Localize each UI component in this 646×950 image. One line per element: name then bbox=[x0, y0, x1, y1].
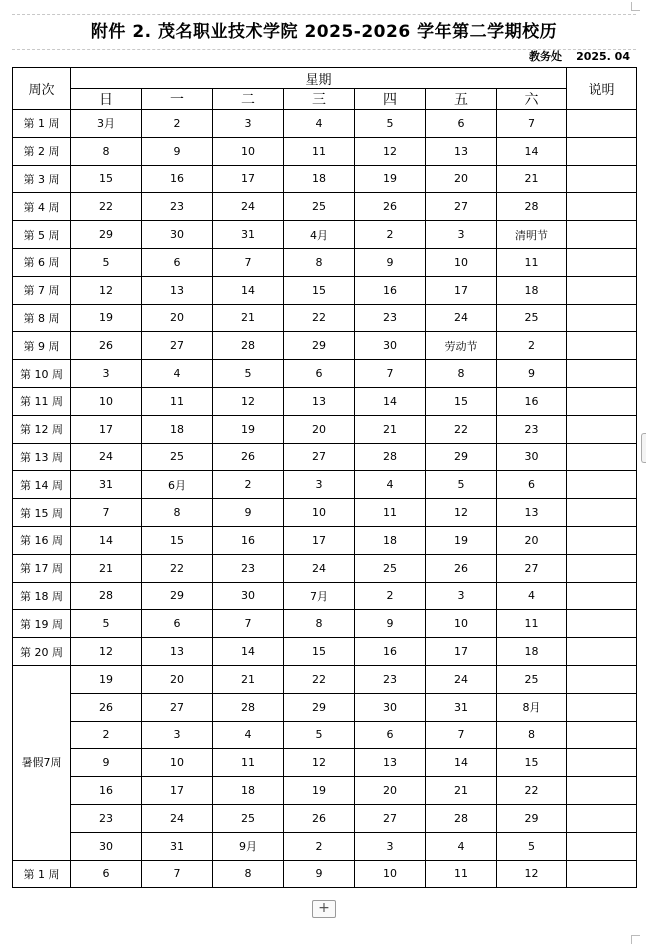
date-cell: 6 bbox=[426, 110, 497, 138]
note-cell[interactable] bbox=[567, 749, 637, 777]
date-cell: 11 bbox=[213, 749, 284, 777]
date-cell: 20 bbox=[142, 304, 213, 332]
date-cell: 18 bbox=[497, 276, 567, 304]
date-cell: 3 bbox=[71, 360, 142, 388]
date-cell: 10 bbox=[284, 499, 355, 527]
date-cell: 8 bbox=[284, 610, 355, 638]
date-cell: 25 bbox=[284, 193, 355, 221]
date-cell: 30 bbox=[355, 693, 426, 721]
table-row bbox=[13, 276, 637, 304]
note-cell[interactable] bbox=[567, 721, 637, 749]
note-cell[interactable] bbox=[567, 804, 637, 832]
date-cell: 31 bbox=[142, 832, 213, 860]
week-label: 第 7 周 bbox=[13, 276, 71, 304]
header-week: 周次 bbox=[13, 68, 71, 110]
date-cell: 7 bbox=[426, 721, 497, 749]
date-cell: 26 bbox=[284, 804, 355, 832]
date-cell: 4 bbox=[355, 471, 426, 499]
date-cell: 3月 bbox=[71, 110, 142, 138]
note-cell[interactable] bbox=[567, 387, 637, 415]
date-cell: 27 bbox=[142, 332, 213, 360]
date-cell: 16 bbox=[355, 276, 426, 304]
date-cell: 16 bbox=[355, 638, 426, 666]
date-cell: 29 bbox=[284, 693, 355, 721]
table-row bbox=[13, 721, 637, 749]
table-row bbox=[13, 221, 637, 249]
date-cell: 24 bbox=[426, 665, 497, 693]
date-cell: 22 bbox=[497, 777, 567, 805]
week-label: 第 18 周 bbox=[13, 582, 71, 610]
date-cell: 11 bbox=[497, 610, 567, 638]
date-cell: 22 bbox=[71, 193, 142, 221]
week-label: 第 10 周 bbox=[13, 360, 71, 388]
week-label: 第 14 周 bbox=[13, 471, 71, 499]
table-row bbox=[13, 110, 637, 138]
date-cell: 6月 bbox=[142, 471, 213, 499]
week-label: 第 5 周 bbox=[13, 221, 71, 249]
date-cell: 25 bbox=[497, 665, 567, 693]
note-cell[interactable] bbox=[567, 554, 637, 582]
date-cell: 3 bbox=[426, 221, 497, 249]
date-cell: 12 bbox=[426, 499, 497, 527]
date-cell: 24 bbox=[142, 804, 213, 832]
table-row bbox=[13, 193, 637, 221]
table-row bbox=[13, 777, 637, 805]
table-row bbox=[13, 165, 637, 193]
date-cell: 2 bbox=[142, 110, 213, 138]
week-label: 第 19 周 bbox=[13, 610, 71, 638]
date-cell: 9 bbox=[355, 248, 426, 276]
date-cell: 8 bbox=[284, 248, 355, 276]
date-cell: 15 bbox=[142, 526, 213, 554]
date-cell: 17 bbox=[426, 276, 497, 304]
date-cell: 11 bbox=[426, 860, 497, 888]
date-cell: 13 bbox=[142, 276, 213, 304]
date-cell: 16 bbox=[497, 387, 567, 415]
table-row bbox=[13, 304, 637, 332]
document-meta bbox=[12, 48, 636, 66]
date-cell: 15 bbox=[284, 276, 355, 304]
table-row bbox=[13, 693, 637, 721]
date-cell: 10 bbox=[426, 248, 497, 276]
date-cell: 2 bbox=[497, 332, 567, 360]
date-cell: 6 bbox=[497, 471, 567, 499]
date-cell: 5 bbox=[284, 721, 355, 749]
date-cell: 28 bbox=[213, 332, 284, 360]
week-label: 第 3 周 bbox=[13, 165, 71, 193]
date-cell: 9 bbox=[355, 610, 426, 638]
note-cell[interactable] bbox=[567, 526, 637, 554]
note-cell[interactable] bbox=[567, 471, 637, 499]
date-cell: 28 bbox=[497, 193, 567, 221]
date-cell: 30 bbox=[355, 332, 426, 360]
date-cell: 9月 bbox=[213, 832, 284, 860]
week-label: 第 13 周 bbox=[13, 443, 71, 471]
date-cell: 15 bbox=[71, 165, 142, 193]
date-cell: 10 bbox=[142, 749, 213, 777]
date-cell: 16 bbox=[142, 165, 213, 193]
page-corner-mark bbox=[631, 935, 640, 944]
date-cell: 19 bbox=[284, 777, 355, 805]
date-cell: 29 bbox=[71, 221, 142, 249]
date-cell: 27 bbox=[355, 804, 426, 832]
date-cell: 10 bbox=[426, 610, 497, 638]
date-cell: 26 bbox=[355, 193, 426, 221]
table-row bbox=[13, 332, 637, 360]
note-cell[interactable] bbox=[567, 248, 637, 276]
date-cell: 26 bbox=[71, 693, 142, 721]
table-row bbox=[13, 443, 637, 471]
date-cell: 8 bbox=[213, 860, 284, 888]
summer-vacation-label: 暑假7周 bbox=[13, 665, 71, 860]
note-cell[interactable] bbox=[567, 137, 637, 165]
date-cell: 19 bbox=[426, 526, 497, 554]
date-cell: 23 bbox=[213, 554, 284, 582]
table-row bbox=[13, 638, 637, 666]
day-header-row bbox=[13, 89, 637, 110]
table-row bbox=[13, 471, 637, 499]
date-cell: 25 bbox=[355, 554, 426, 582]
date-cell: 14 bbox=[71, 526, 142, 554]
date-cell: 23 bbox=[355, 304, 426, 332]
date-cell: 12 bbox=[355, 137, 426, 165]
issue-date: 2025. 04 bbox=[576, 50, 630, 63]
date-cell: 14 bbox=[355, 387, 426, 415]
date-cell: 3 bbox=[142, 721, 213, 749]
note-cell[interactable] bbox=[567, 276, 637, 304]
day-header-cell: 一 bbox=[142, 89, 213, 110]
date-cell: 15 bbox=[284, 638, 355, 666]
date-cell: 14 bbox=[213, 276, 284, 304]
date-cell: 7 bbox=[497, 110, 567, 138]
date-cell: 2 bbox=[213, 471, 284, 499]
date-cell: 25 bbox=[142, 443, 213, 471]
note-cell[interactable] bbox=[567, 832, 637, 860]
date-cell: 2 bbox=[71, 721, 142, 749]
date-cell: 4月 bbox=[284, 221, 355, 249]
date-cell: 4 bbox=[426, 832, 497, 860]
table-row bbox=[13, 610, 637, 638]
date-cell: 31 bbox=[213, 221, 284, 249]
issuing-office: 教务处 bbox=[529, 50, 562, 63]
date-cell: 30 bbox=[71, 832, 142, 860]
date-cell: 23 bbox=[497, 415, 567, 443]
date-cell: 20 bbox=[284, 415, 355, 443]
date-cell: 7 bbox=[142, 860, 213, 888]
date-cell: 24 bbox=[213, 193, 284, 221]
date-cell: 15 bbox=[497, 749, 567, 777]
document-title: 附件 2. 茂名职业技术学院 2025-2026 学年第二学期校历 bbox=[12, 14, 636, 50]
date-cell: 6 bbox=[284, 360, 355, 388]
date-cell: 18 bbox=[284, 165, 355, 193]
date-cell: 7 bbox=[213, 248, 284, 276]
date-cell: 21 bbox=[426, 777, 497, 805]
date-cell: 5 bbox=[213, 360, 284, 388]
date-cell: 16 bbox=[213, 526, 284, 554]
date-cell: 11 bbox=[142, 387, 213, 415]
date-cell: 25 bbox=[497, 304, 567, 332]
date-cell: 5 bbox=[497, 832, 567, 860]
date-cell: 20 bbox=[355, 777, 426, 805]
week-label: 第 12 周 bbox=[13, 415, 71, 443]
date-cell: 劳动节 bbox=[426, 332, 497, 360]
date-cell: 13 bbox=[497, 499, 567, 527]
date-cell: 22 bbox=[284, 665, 355, 693]
date-cell: 10 bbox=[71, 387, 142, 415]
date-cell: 29 bbox=[284, 332, 355, 360]
note-cell[interactable] bbox=[567, 499, 637, 527]
date-cell: 9 bbox=[284, 860, 355, 888]
date-cell: 23 bbox=[71, 804, 142, 832]
date-cell: 4 bbox=[497, 582, 567, 610]
date-cell: 19 bbox=[71, 304, 142, 332]
date-cell: 14 bbox=[497, 137, 567, 165]
date-cell: 5 bbox=[355, 110, 426, 138]
week-label: 第 15 周 bbox=[13, 499, 71, 527]
date-cell: 6 bbox=[71, 860, 142, 888]
date-cell: 2 bbox=[284, 832, 355, 860]
week-label: 第 8 周 bbox=[13, 304, 71, 332]
date-cell: 9 bbox=[142, 137, 213, 165]
table-row bbox=[13, 248, 637, 276]
table-row bbox=[13, 832, 637, 860]
date-cell: 6 bbox=[142, 248, 213, 276]
date-cell: 21 bbox=[213, 304, 284, 332]
note-cell[interactable] bbox=[567, 360, 637, 388]
note-cell[interactable] bbox=[567, 693, 637, 721]
date-cell: 15 bbox=[426, 387, 497, 415]
date-cell: 21 bbox=[71, 554, 142, 582]
date-cell: 28 bbox=[426, 804, 497, 832]
date-cell: 5 bbox=[71, 610, 142, 638]
date-cell: 19 bbox=[355, 165, 426, 193]
date-cell: 27 bbox=[284, 443, 355, 471]
note-cell[interactable] bbox=[567, 221, 637, 249]
table-row bbox=[13, 137, 637, 165]
date-cell: 26 bbox=[71, 332, 142, 360]
date-cell: 16 bbox=[71, 777, 142, 805]
date-cell: 13 bbox=[142, 638, 213, 666]
date-cell: 11 bbox=[355, 499, 426, 527]
date-cell: 8 bbox=[71, 137, 142, 165]
note-cell[interactable] bbox=[567, 110, 637, 138]
table-row bbox=[13, 360, 637, 388]
day-header-cell: 二 bbox=[213, 89, 284, 110]
date-cell: 22 bbox=[284, 304, 355, 332]
week-label: 第 20 周 bbox=[13, 638, 71, 666]
date-cell: 2 bbox=[355, 582, 426, 610]
note-cell[interactable] bbox=[567, 415, 637, 443]
date-cell: 11 bbox=[497, 248, 567, 276]
date-cell: 4 bbox=[284, 110, 355, 138]
date-cell: 14 bbox=[426, 749, 497, 777]
date-cell: 13 bbox=[426, 137, 497, 165]
date-cell: 10 bbox=[355, 860, 426, 888]
date-cell: 30 bbox=[213, 582, 284, 610]
date-cell: 30 bbox=[497, 443, 567, 471]
week-label: 第 11 周 bbox=[13, 387, 71, 415]
table-row bbox=[13, 554, 637, 582]
date-cell: 3 bbox=[355, 832, 426, 860]
note-cell[interactable] bbox=[567, 582, 637, 610]
note-cell[interactable] bbox=[567, 638, 637, 666]
date-cell: 13 bbox=[355, 749, 426, 777]
date-cell: 22 bbox=[142, 554, 213, 582]
date-cell: 17 bbox=[213, 165, 284, 193]
date-cell: 18 bbox=[213, 777, 284, 805]
week-label: 第 6 周 bbox=[13, 248, 71, 276]
date-cell: 28 bbox=[71, 582, 142, 610]
date-cell: 12 bbox=[497, 860, 567, 888]
date-cell: 7 bbox=[213, 610, 284, 638]
table-row bbox=[13, 582, 637, 610]
date-cell: 12 bbox=[71, 638, 142, 666]
table-row bbox=[13, 860, 637, 888]
date-cell: 19 bbox=[71, 665, 142, 693]
week-label: 第 1 周 bbox=[13, 860, 71, 888]
date-cell: 8月 bbox=[497, 693, 567, 721]
note-cell[interactable] bbox=[567, 610, 637, 638]
date-cell: 10 bbox=[213, 137, 284, 165]
date-cell: 27 bbox=[142, 693, 213, 721]
date-cell: 20 bbox=[142, 665, 213, 693]
table-row bbox=[13, 749, 637, 777]
week-label: 第 9 周 bbox=[13, 332, 71, 360]
date-cell: 19 bbox=[213, 415, 284, 443]
table-row bbox=[13, 415, 637, 443]
date-cell: 18 bbox=[497, 638, 567, 666]
date-cell: 29 bbox=[497, 804, 567, 832]
date-cell: 8 bbox=[497, 721, 567, 749]
week-label: 第 1 周 bbox=[13, 110, 71, 138]
date-cell: 8 bbox=[426, 360, 497, 388]
date-cell: 21 bbox=[497, 165, 567, 193]
school-calendar-table bbox=[12, 67, 637, 888]
date-cell: 25 bbox=[213, 804, 284, 832]
date-cell: 24 bbox=[71, 443, 142, 471]
day-header-cell: 日 bbox=[71, 89, 142, 110]
date-cell: 6 bbox=[355, 721, 426, 749]
date-cell: 13 bbox=[284, 387, 355, 415]
date-cell: 12 bbox=[213, 387, 284, 415]
note-cell[interactable] bbox=[567, 777, 637, 805]
date-cell: 7 bbox=[71, 499, 142, 527]
note-cell[interactable] bbox=[567, 304, 637, 332]
date-cell: 31 bbox=[426, 693, 497, 721]
week-label: 第 4 周 bbox=[13, 193, 71, 221]
note-cell[interactable] bbox=[567, 165, 637, 193]
date-cell: 22 bbox=[426, 415, 497, 443]
date-cell: 28 bbox=[213, 693, 284, 721]
date-cell: 6 bbox=[142, 610, 213, 638]
date-cell: 9 bbox=[71, 749, 142, 777]
week-label: 第 17 周 bbox=[13, 554, 71, 582]
date-cell: 17 bbox=[71, 415, 142, 443]
date-cell: 24 bbox=[426, 304, 497, 332]
add-row-button[interactable]: + bbox=[312, 900, 336, 918]
note-cell[interactable] bbox=[567, 332, 637, 360]
date-cell: 17 bbox=[284, 526, 355, 554]
date-cell: 31 bbox=[71, 471, 142, 499]
date-cell: 20 bbox=[426, 165, 497, 193]
date-cell: 26 bbox=[213, 443, 284, 471]
day-header-cell: 三 bbox=[284, 89, 355, 110]
date-cell: 9 bbox=[497, 360, 567, 388]
week-label: 第 2 周 bbox=[13, 137, 71, 165]
date-cell: 11 bbox=[284, 137, 355, 165]
date-cell: 18 bbox=[142, 415, 213, 443]
date-cell: 29 bbox=[426, 443, 497, 471]
day-header-cell: 六 bbox=[497, 89, 567, 110]
date-cell: 3 bbox=[426, 582, 497, 610]
note-cell[interactable] bbox=[567, 443, 637, 471]
date-cell: 4 bbox=[213, 721, 284, 749]
date-cell: 27 bbox=[497, 554, 567, 582]
date-cell: 9 bbox=[213, 499, 284, 527]
date-cell: 3 bbox=[284, 471, 355, 499]
note-cell[interactable] bbox=[567, 665, 637, 693]
day-header-cell: 四 bbox=[355, 89, 426, 110]
date-cell: 26 bbox=[426, 554, 497, 582]
date-cell: 17 bbox=[142, 777, 213, 805]
table-row bbox=[13, 665, 637, 693]
day-header-cell: 五 bbox=[426, 89, 497, 110]
scroll-edge-handle[interactable] bbox=[641, 433, 646, 463]
date-cell: 5 bbox=[426, 471, 497, 499]
table-row bbox=[13, 804, 637, 832]
date-cell: 18 bbox=[355, 526, 426, 554]
table-row bbox=[13, 499, 637, 527]
date-cell: 8 bbox=[142, 499, 213, 527]
date-cell: 7 bbox=[355, 360, 426, 388]
date-cell: 24 bbox=[284, 554, 355, 582]
week-label: 第 16 周 bbox=[13, 526, 71, 554]
date-cell: 27 bbox=[426, 193, 497, 221]
date-cell: 14 bbox=[213, 638, 284, 666]
calendar-body bbox=[13, 110, 637, 888]
date-cell: 17 bbox=[426, 638, 497, 666]
date-cell: 28 bbox=[355, 443, 426, 471]
date-cell: 清明节 bbox=[497, 221, 567, 249]
date-cell: 5 bbox=[71, 248, 142, 276]
date-cell: 23 bbox=[142, 193, 213, 221]
date-cell: 23 bbox=[355, 665, 426, 693]
date-cell: 20 bbox=[497, 526, 567, 554]
date-cell: 12 bbox=[71, 276, 142, 304]
date-cell: 29 bbox=[142, 582, 213, 610]
header-weekday: 星期 bbox=[71, 68, 567, 89]
date-cell: 3 bbox=[213, 110, 284, 138]
date-cell: 4 bbox=[142, 360, 213, 388]
date-cell: 30 bbox=[142, 221, 213, 249]
date-cell: 21 bbox=[355, 415, 426, 443]
date-cell: 21 bbox=[213, 665, 284, 693]
date-cell: 12 bbox=[284, 749, 355, 777]
page-corner-mark bbox=[631, 2, 640, 11]
note-cell[interactable] bbox=[567, 860, 637, 888]
header-note: 说明 bbox=[567, 68, 637, 110]
table-row bbox=[13, 526, 637, 554]
table-row bbox=[13, 387, 637, 415]
date-cell: 7月 bbox=[284, 582, 355, 610]
date-cell: 2 bbox=[355, 221, 426, 249]
note-cell[interactable] bbox=[567, 193, 637, 221]
